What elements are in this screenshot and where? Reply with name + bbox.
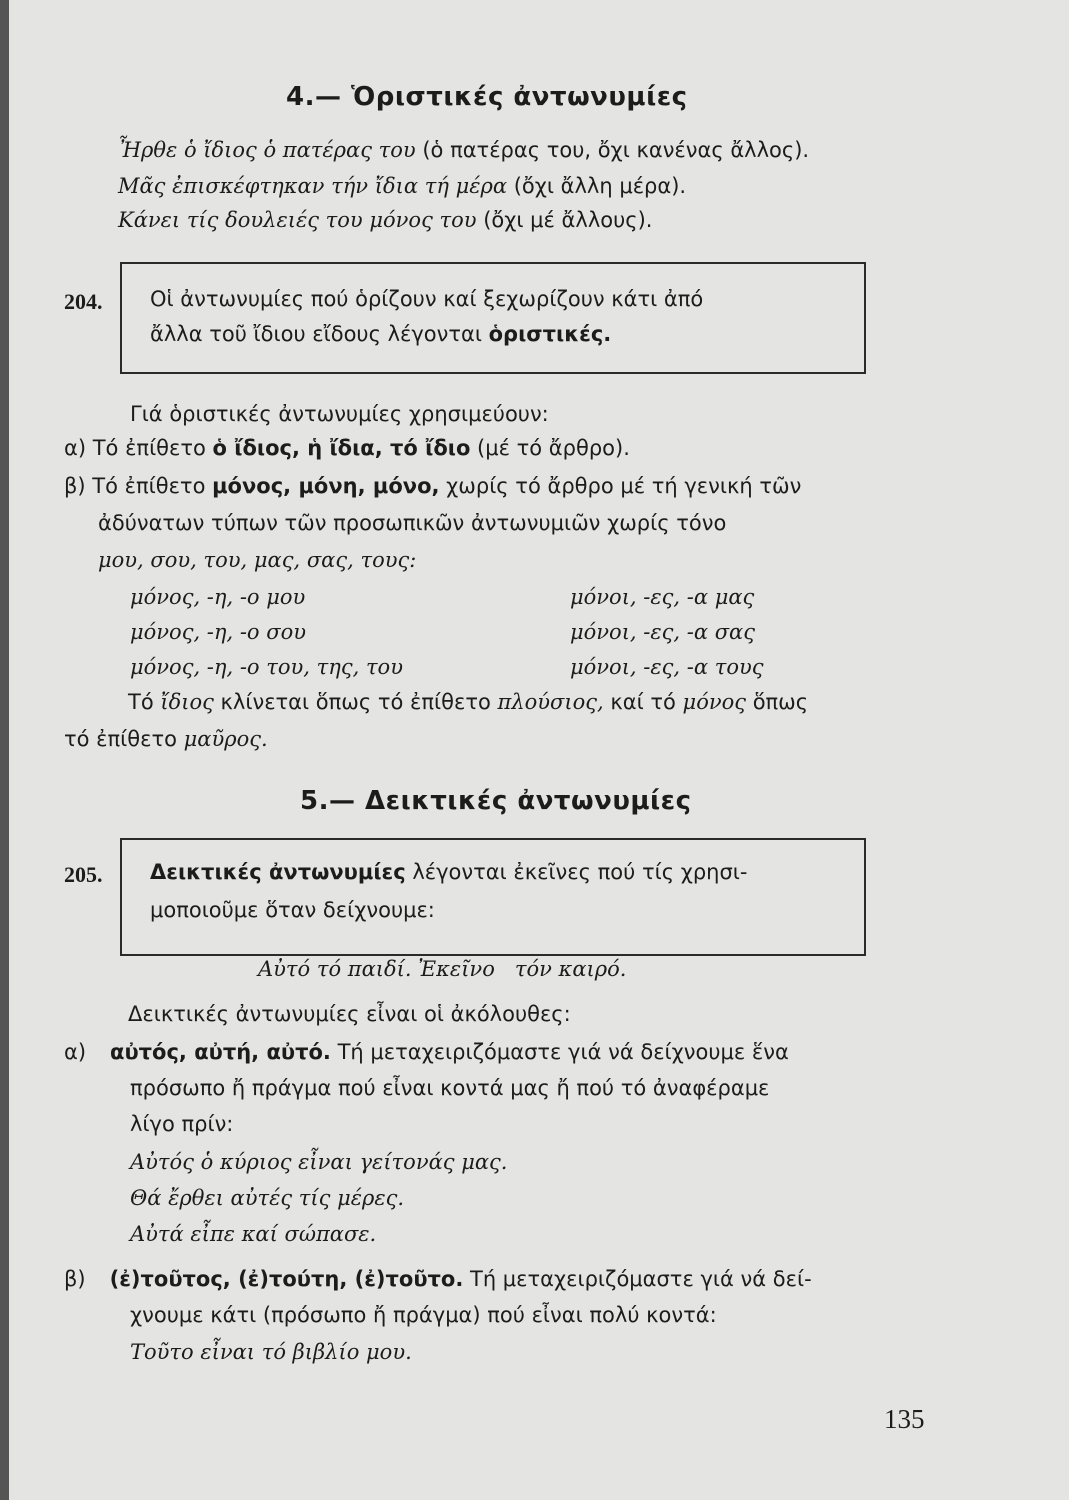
example-a-1: Αὐτός ὁ κύριος εἶναι γείτονάς μας. <box>130 1150 508 1174</box>
form-left-2: μόνος, -η, -ο σου <box>130 620 306 644</box>
rule-205-line2: μοποιοῦμε ὅταν δείχνουμε: <box>150 898 435 922</box>
rule-205-line1: Δεικτικές ἀντωνυμίες λέγονται ἐκεῖνες πού τίς χρησι- <box>150 860 748 884</box>
rule-204-line2: ἄλλα τοῦ ἴδιου εἴδους λέγονται ὁριστικές. <box>150 322 612 346</box>
item-a-5-line2: πρόσωπο ἤ πράγμα πού εἶναι κοντά μας ἤ πού τό ἀναφέραμε <box>130 1076 770 1100</box>
rule-205-number: 205. <box>64 862 103 887</box>
form-left-1: μόνος, -η, -ο μου <box>130 585 306 609</box>
declension-line: Τό ἴδιος κλίνεται ὅπως τό ἐπίθετο πλούσιος, καί τό μόνος ὅπως <box>128 690 809 714</box>
form-right-2: μόνοι, -ες, -α σας <box>570 620 755 644</box>
intro-line-5: Δεικτικές ἀντωνυμίες εἶναι οἱ ἀκόλουθες: <box>128 1002 571 1026</box>
rule-204-line1: Οἱ ἀντωνυμίες πού ὁρίζουν καί ξεχωρίζουν κάτι ἀπό <box>150 287 704 311</box>
item-a-5-line3: λίγο πρίν: <box>130 1112 234 1136</box>
example-a-3: Αὐτά εἶπε καί σώπασε. <box>130 1222 377 1246</box>
section-4-heading: 4.— Ὁριστικές ἀντωνυμίες <box>286 82 688 112</box>
example-line: Μᾶς ἐπισκέφτηκαν τήν ἴδια τή μέρα (ὄχι ἄλλη μέρα). <box>118 174 687 198</box>
form-right-3: μόνοι, -ες, -α τους <box>570 655 764 679</box>
item-a-5: α) αὐτός, αὐτή, αὐτό. Τή μεταχειριζόμαστε γιά νά δείχνουμε ἕνα <box>64 1040 789 1064</box>
example-b-1: Τοῦτο εἶναι τό βιβλίο μου. <box>130 1340 412 1364</box>
page-number: 135 <box>884 1404 925 1434</box>
example-line: Ἦρθε ὁ ἴδιος ὁ πατέρας του (ὁ πατέρας του, ὄχι κανένας ἄλλος). <box>118 138 810 162</box>
page-edge-shadow <box>0 0 9 1500</box>
rule-204-box <box>120 262 866 374</box>
form-left-3: μόνος, -η, -ο του, της, του <box>130 655 403 679</box>
section-5-heading: 5.— Δεικτικές ἀντωνυμίες <box>300 786 692 816</box>
item-b-line2: ἀδύνατων τύπων τῶν προσωπικῶν ἀντωνυμιῶν χωρίς τόνο <box>98 511 727 535</box>
item-a: α) Τό ἐπίθετο ὁ ἴδιος, ἡ ἴδια, τό ἴδιο (μέ τό ἄρθρο). <box>64 436 630 460</box>
item-b: β) Τό ἐπίθετο μόνος, μόνη, μόνο, χωρίς τό ἄρθρο μέ τή γενική τῶν <box>64 474 802 498</box>
example-line: Κάνει τίς δουλειές του μόνος του (ὄχι μέ ἄλλους). <box>118 208 653 232</box>
item-b-line3: μου, σου, του, μας, σας, τους: <box>98 548 417 572</box>
intro-line: Γιά ὁριστικές ἀντωνυμίες χρησιμεύουν: <box>130 402 549 426</box>
item-b-5: β) (ἐ)τοῦτος, (ἐ)τούτη, (ἐ)τοῦτο. Τή μεταχειριζόμαστε γιά νά δεί- <box>64 1267 812 1291</box>
form-right-1: μόνοι, -ες, -α μας <box>570 585 755 609</box>
declension-line-2: τό ἐπίθετο μαῦρος. <box>64 727 268 751</box>
rule-204-number: 204. <box>64 289 103 314</box>
example-a-2: Θά ἔρθει αὐτές τίς μέρες. <box>130 1186 405 1210</box>
rule-205-box <box>120 838 866 956</box>
demonstrative-example: Αὐτό τό παιδί. Ἐκεῖνο τόν καιρό. <box>258 957 627 981</box>
item-b-5-line2: χνουμε κάτι (πρόσωπο ἤ πράγμα) πού εἶναι πολύ κοντά: <box>130 1303 717 1327</box>
